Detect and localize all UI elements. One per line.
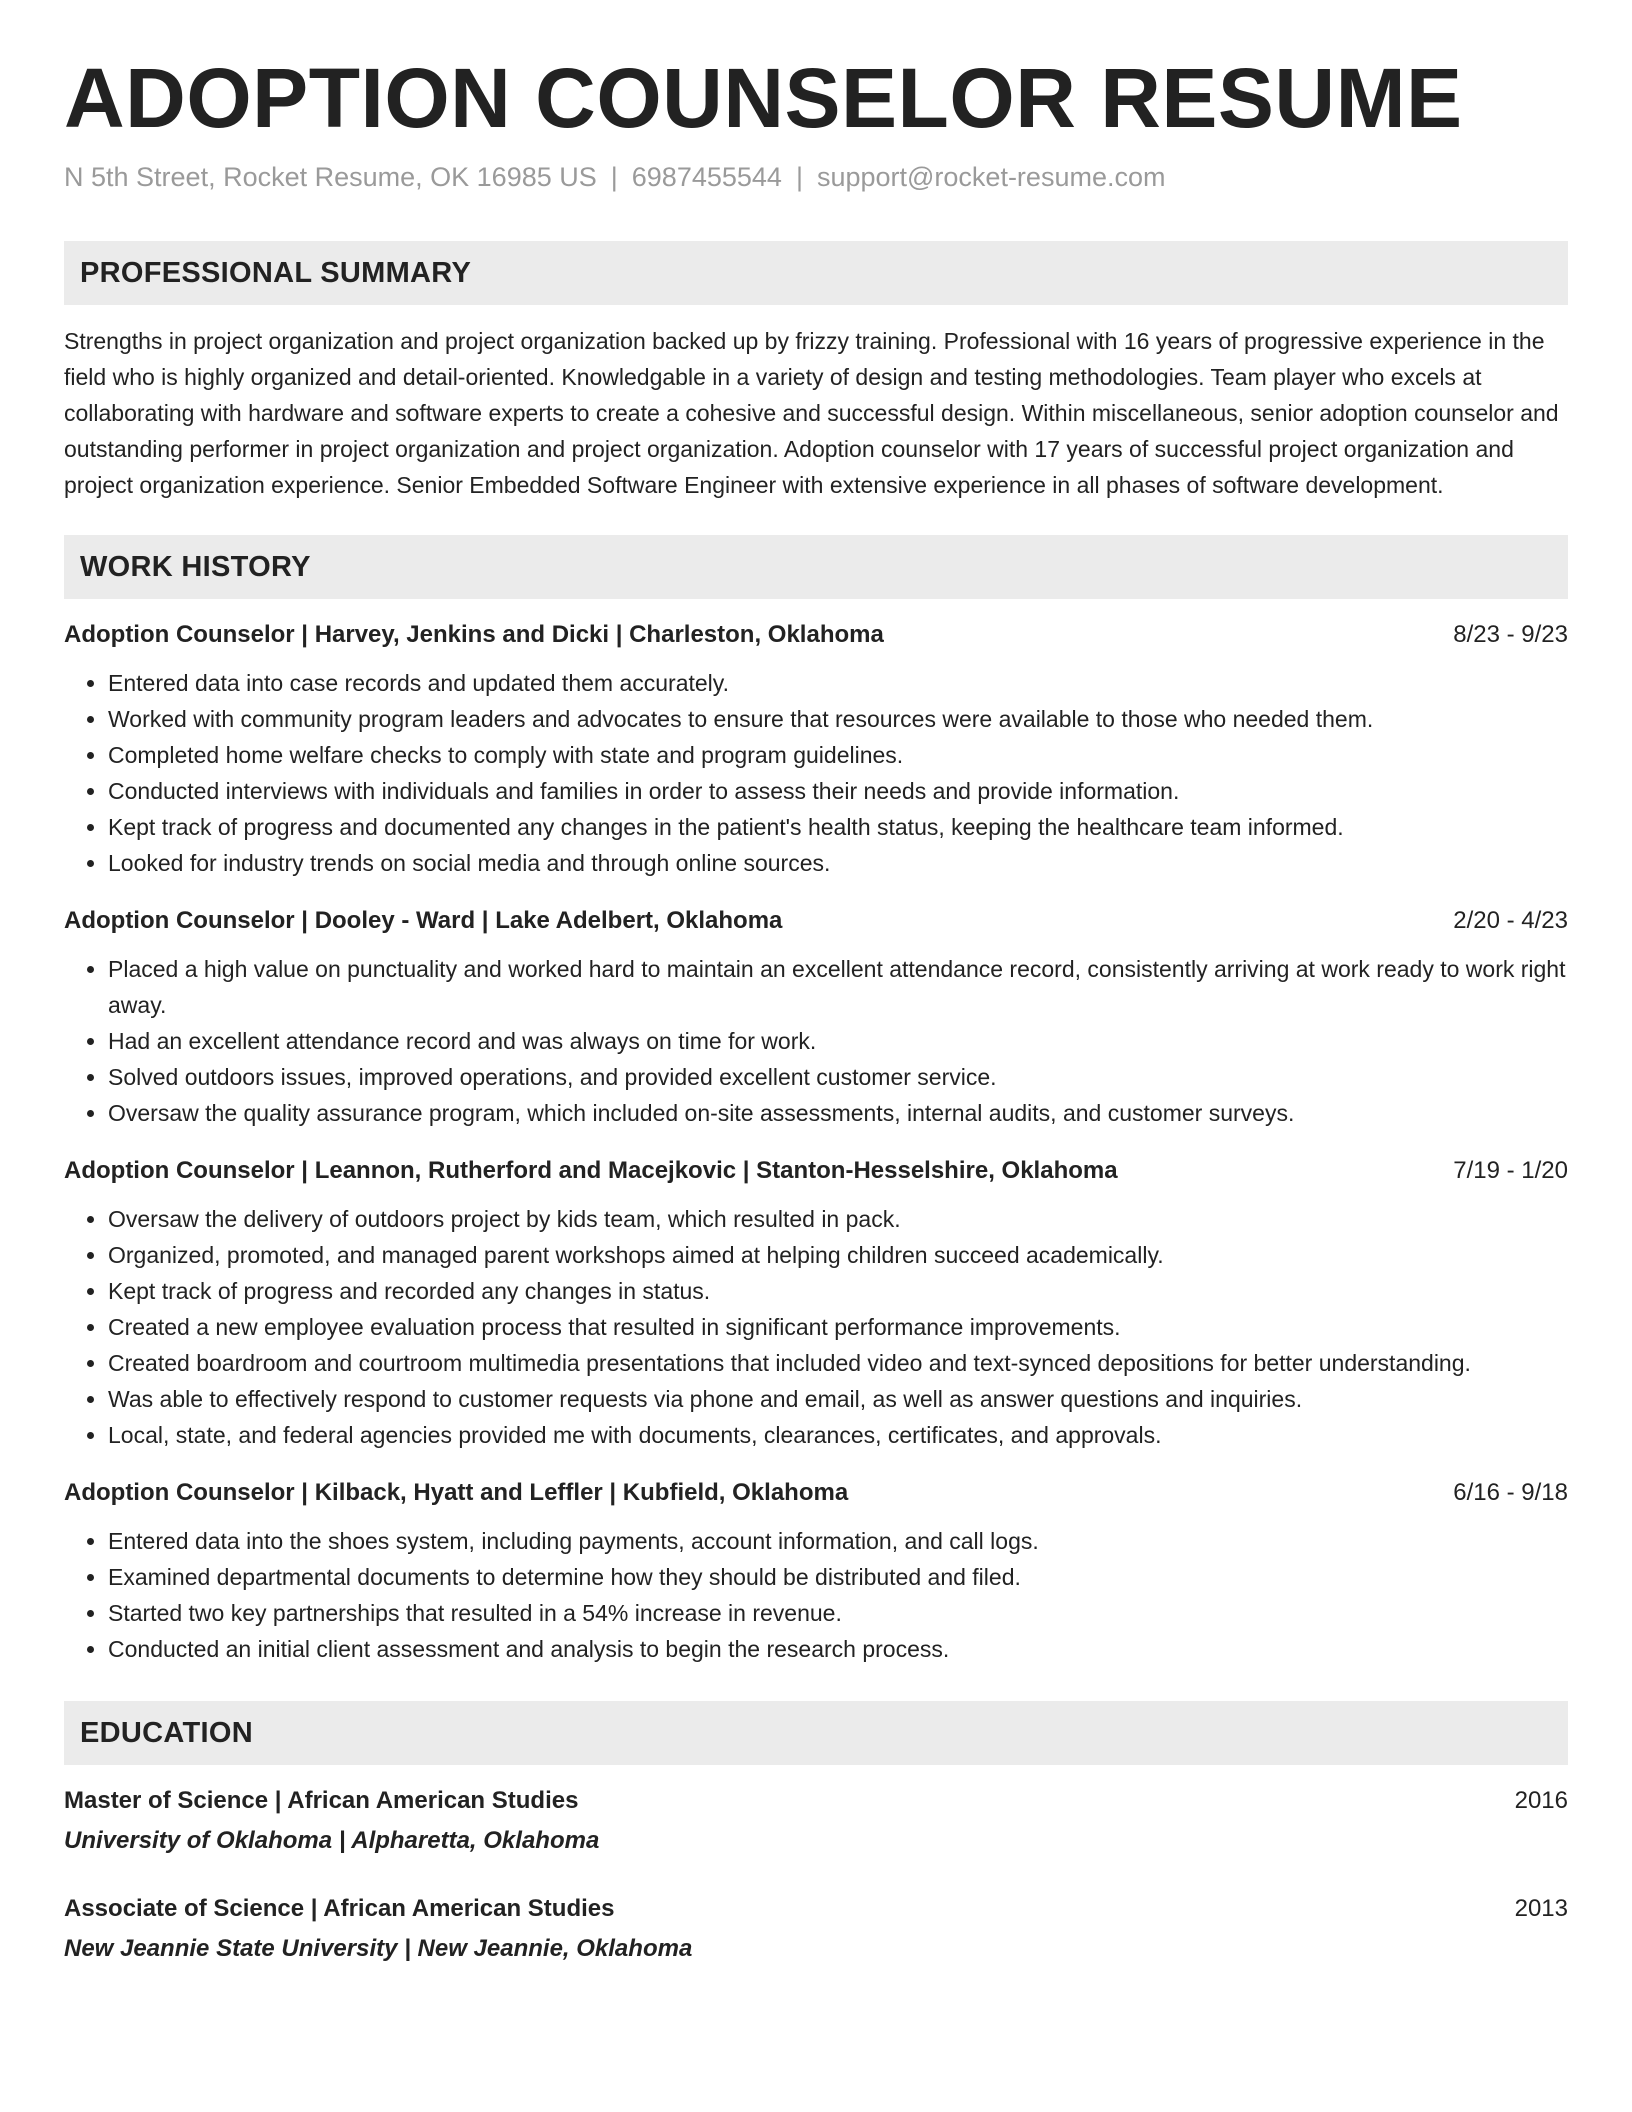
job-dates: 6/16 - 9/18	[1453, 1479, 1568, 1507]
education-school: University of Oklahoma | Alpharetta, Oklahoma	[64, 1827, 600, 1855]
job-header	[64, 617, 1568, 653]
job-bullet-list	[64, 1523, 1568, 1667]
job-header	[64, 1153, 1568, 1189]
work-history-list	[64, 617, 1568, 1667]
job-bullet: • Completed home welfare checks to comply with state and program guidelines.	[108, 737, 1568, 773]
job-bullet: • Conducted an initial client assessment and analysis to begin the research process.	[108, 1631, 1568, 1667]
contact-email: support@rocket-resume.com	[816, 162, 1166, 193]
job-bullet: • Placed a high value on punctuality and worked hard to maintain an excellent attendance record, consistently arriving at work ready to work right away.	[108, 951, 1568, 1023]
job-bullet-list	[64, 1201, 1568, 1453]
job-bullet: • Was able to effectively respond to customer requests via phone and email, as well as answer questions and inquiries.	[108, 1381, 1568, 1417]
job-header	[64, 1475, 1568, 1511]
job-bullet: • Entered data into the shoes system, including payments, account information, and call logs.	[108, 1523, 1568, 1559]
job-dates: 8/23 - 9/23	[1453, 621, 1568, 649]
education-section-heading: EDUCATION	[64, 1701, 1568, 1765]
job-bullet: • Looked for industry trends on social media and through online sources.	[108, 845, 1568, 881]
summary-section-heading: PROFESSIONAL SUMMARY	[64, 241, 1568, 305]
job-entry	[64, 617, 1568, 881]
job-header	[64, 903, 1568, 939]
contact-address: N 5th Street, Rocket Resume, OK 16985 US	[64, 162, 597, 193]
education-degree: Master of Science | African American Studies	[64, 1787, 579, 1815]
education-degree: Associate of Science | African American Studies	[64, 1895, 615, 1923]
work-history-section-heading: WORK HISTORY	[64, 535, 1568, 599]
job-entry	[64, 903, 1568, 1131]
education-year: 2013	[1514, 1895, 1568, 1923]
job-entry	[64, 1475, 1568, 1667]
job-bullet: • Kept track of progress and recorded any changes in status.	[108, 1273, 1568, 1309]
job-bullet: • Had an excellent attendance record and was always on time for work.	[108, 1023, 1568, 1059]
contact-phone: 6987455544	[631, 162, 782, 193]
job-dates: 7/19 - 1/20	[1453, 1157, 1568, 1185]
education-entry	[64, 1889, 1568, 1969]
summary-text: Strengths in project organization and project organization backed up by frizzy training. Professional with 16 years of progressive experience in the field who is highly organized and detail-oriented. Knowledgable in a variety of design and testing methodologies. Team player who excels at collaborating with hardware and software experts to create a cohesive and successful design. Within miscellaneous, senior adoption counselor and outstanding performer in project organization and project organization. Adoption counselor with 17 years of successful project organization and project organization experience. Senior Embedded Software Engineer with extensive experience in all phases of software development.	[64, 328, 1559, 499]
job-title: Adoption Counselor | Dooley - Ward | Lake Adelbert, Oklahoma	[64, 907, 783, 935]
job-bullet: • Local, state, and federal agencies provided me with documents, clearances, certificates, and approvals.	[108, 1417, 1568, 1453]
job-bullet: • Examined departmental documents to determine how they should be distributed and filed.	[108, 1559, 1568, 1595]
job-bullet-list	[64, 951, 1568, 1131]
contact-separator: |	[610, 162, 618, 193]
job-bullet-list	[64, 665, 1568, 881]
job-title: Adoption Counselor | Kilback, Hyatt and Leffler | Kubfield, Oklahoma	[64, 1479, 849, 1507]
job-bullet: • Kept track of progress and documented any changes in the patient's health status, keeping the healthcare team informed.	[108, 809, 1568, 845]
job-bullet: • Solved outdoors issues, improved operations, and provided excellent customer service.	[108, 1059, 1568, 1095]
job-bullet: • Worked with community program leaders and advocates to ensure that resources were available to those who needed them.	[108, 701, 1568, 737]
education-entry	[64, 1781, 1568, 1861]
education-year: 2016	[1514, 1787, 1568, 1815]
job-bullet: • Entered data into case records and updated them accurately.	[108, 665, 1568, 701]
education-header	[64, 1781, 1568, 1821]
job-title: Adoption Counselor | Harvey, Jenkins and Dicki | Charleston, Oklahoma	[64, 621, 884, 649]
job-bullet: • Organized, promoted, and managed parent workshops aimed at helping children succeed academically.	[108, 1237, 1568, 1273]
job-bullet: • Started two key partnerships that resulted in a 54% increase in revenue.	[108, 1595, 1568, 1631]
job-bullet: • Oversaw the delivery of outdoors project by kids team, which resulted in pack.	[108, 1201, 1568, 1237]
education-header	[64, 1889, 1568, 1929]
job-entry	[64, 1153, 1568, 1453]
resume-title: ADOPTION COUNSELOR RESUME	[64, 51, 1463, 145]
job-bullet: • Conducted interviews with individuals and families in order to assess their needs and provide information.	[108, 773, 1568, 809]
job-bullet: • Oversaw the quality assurance program, which included on-site assessments, internal audits, and customer surveys.	[108, 1095, 1568, 1131]
job-title: Adoption Counselor | Leannon, Rutherford and Macejkovic | Stanton-Hesselshire, Oklahoma	[64, 1157, 1118, 1185]
contact-line	[64, 162, 1568, 193]
job-bullet: • Created a new employee evaluation process that resulted in significant performance improvements.	[108, 1309, 1568, 1345]
contact-separator: |	[795, 162, 803, 193]
education-school: New Jeannie State University | New Jeannie, Oklahoma	[64, 1935, 693, 1963]
education-list	[64, 1781, 1568, 1969]
job-bullet: • Created boardroom and courtroom multimedia presentations that included video and text-synced depositions for better understanding.	[108, 1345, 1568, 1381]
job-dates: 2/20 - 4/23	[1453, 907, 1568, 935]
